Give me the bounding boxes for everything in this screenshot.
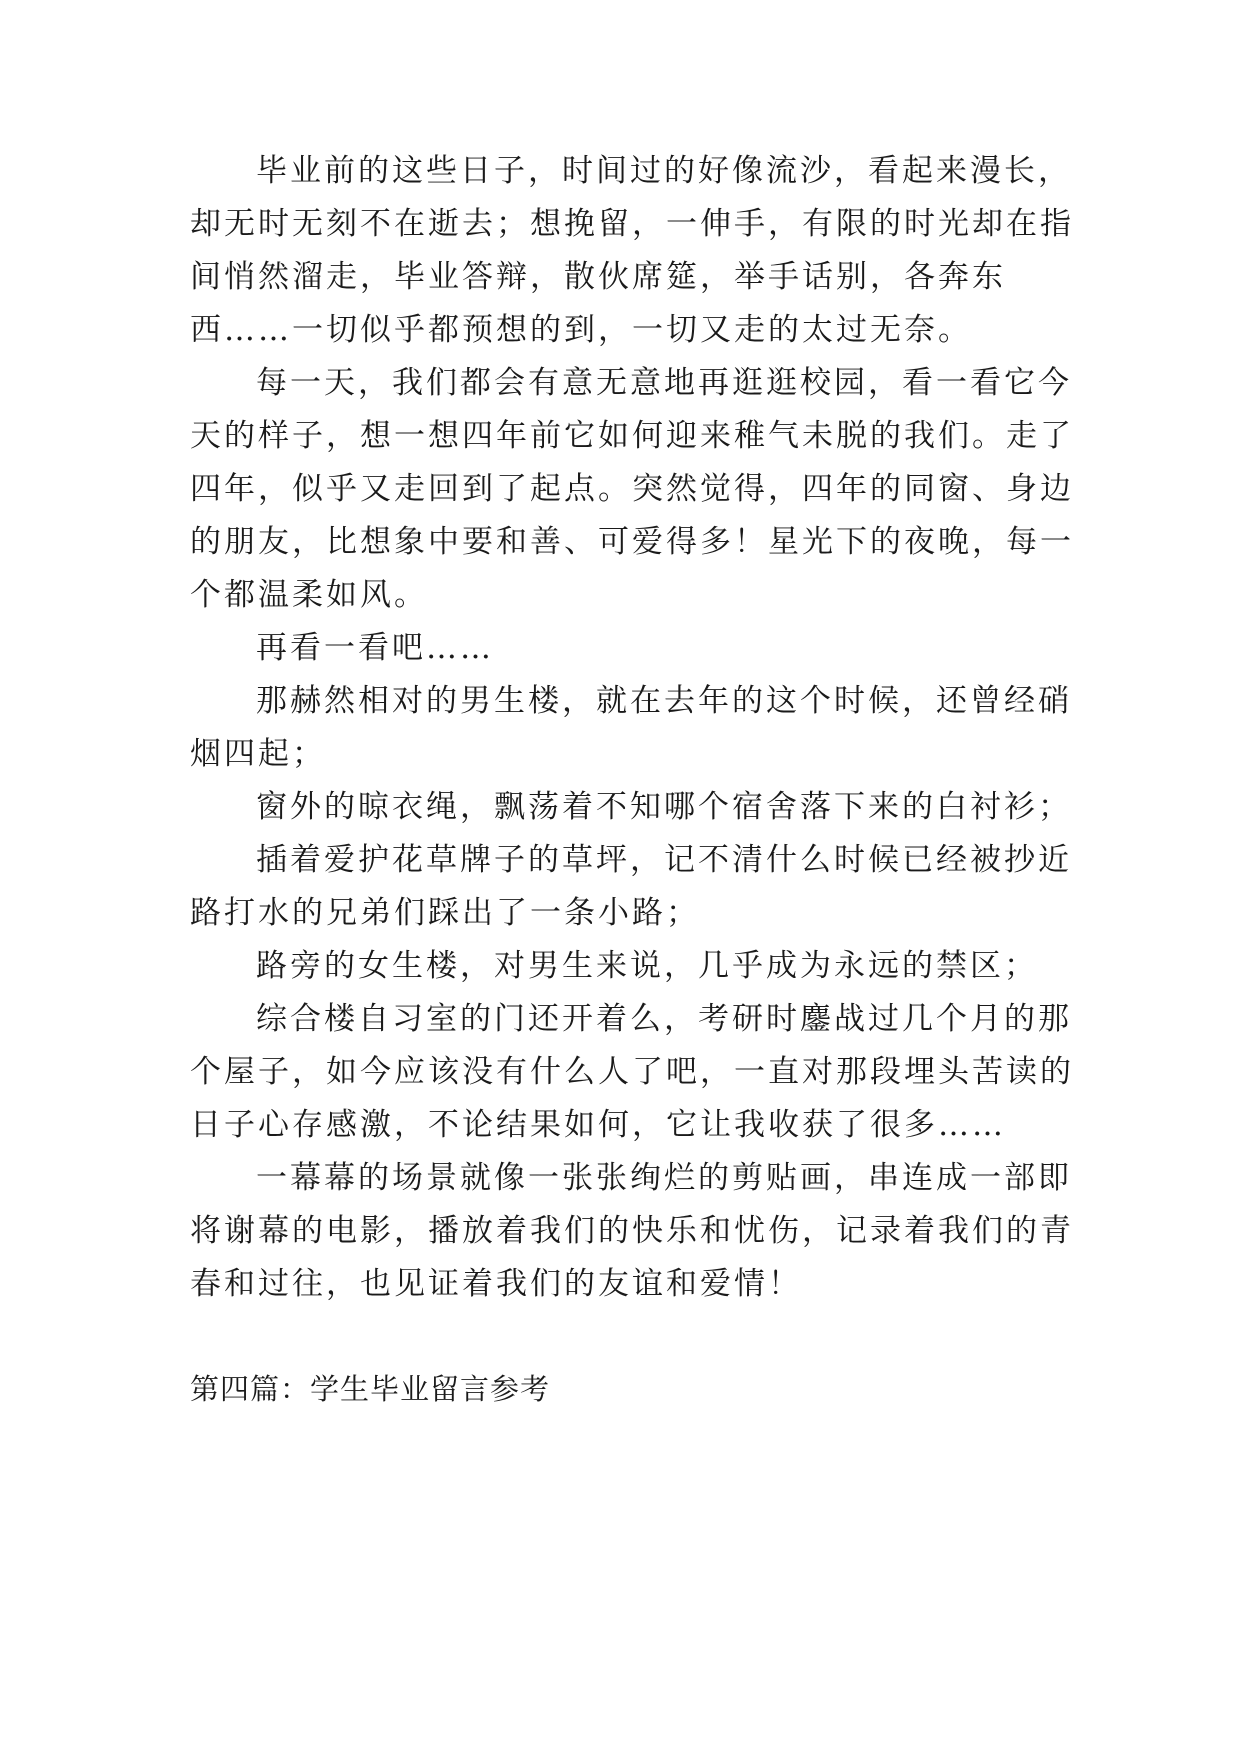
- paragraph-6-line-2: 路打水的兄弟们踩出了一条小路；: [190, 895, 700, 931]
- paragraph-2-line-3: 四年，似乎又走回到了起点。突然觉得，四年的同窗、身边: [190, 471, 1074, 507]
- paragraph-9-line-3: 春和过往，也见证着我们的友谊和爱情！: [190, 1266, 802, 1302]
- paragraph-1-line-1: 毕业前的这些日子，时间过的好像流沙，看起来漫长，: [256, 153, 1072, 189]
- paragraph-2-line-5: 个都温柔如风。: [190, 577, 428, 613]
- paragraph-9-line-2: 将谢幕的电影，播放着我们的快乐和忧伤，记录着我们的青: [190, 1213, 1074, 1249]
- paragraph-8-line-2: 个屋子，如今应该没有什么人了吧，一直对那段埋头苦读的: [190, 1054, 1074, 1090]
- paragraph-1-line-2: 却无时无刻不在逝去；想挽留，一伸手，有限的时光却在指: [190, 206, 1074, 242]
- paragraph-7-line-1: 路旁的女生楼，对男生来说，几乎成为永远的禁区；: [256, 948, 1038, 984]
- paragraph-4-line-2: 烟四起；: [190, 736, 326, 772]
- paragraph-5-line-1: 窗外的晾衣绳，飘荡着不知哪个宿舍落下来的白衬衫；: [256, 789, 1072, 825]
- paragraph-6-line-1: 插着爱护花草牌子的草坪，记不清什么时候已经被抄近: [256, 842, 1072, 878]
- paragraph-2-line-2: 天的样子，想一想四年前它如何迎来稚气未脱的我们。走了: [190, 418, 1074, 454]
- section-heading: 第四篇：学生毕业留言参考: [190, 1372, 551, 1406]
- paragraph-4-line-1: 那赫然相对的男生楼，就在去年的这个时候，还曾经硝: [256, 683, 1072, 719]
- paragraph-8-line-1: 综合楼自习室的门还开着么，考研时鏖战过几个月的那: [256, 1001, 1072, 1037]
- paragraph-1-line-3: 间悄然溜走，毕业答辩，散伙席筵，举手话别，各奔东: [190, 259, 1006, 295]
- paragraph-8-line-3: 日子心存感激，不论结果如何，它让我收获了很多……: [190, 1107, 1006, 1143]
- paragraph-2-line-1: 每一天，我们都会有意无意地再逛逛校园，看一看它今: [256, 365, 1072, 401]
- paragraph-9-line-1: 一幕幕的场景就像一张张绚烂的剪贴画，串连成一部即: [256, 1160, 1072, 1196]
- paragraph-3-line-1: 再看一看吧……: [256, 630, 494, 666]
- paragraph-2-line-4: 的朋友，比想象中要和善、可爱得多！星光下的夜晚，每一: [190, 524, 1074, 560]
- paragraph-1-line-4: 西……一切似乎都预想的到，一切又走的太过无奈。: [190, 312, 972, 348]
